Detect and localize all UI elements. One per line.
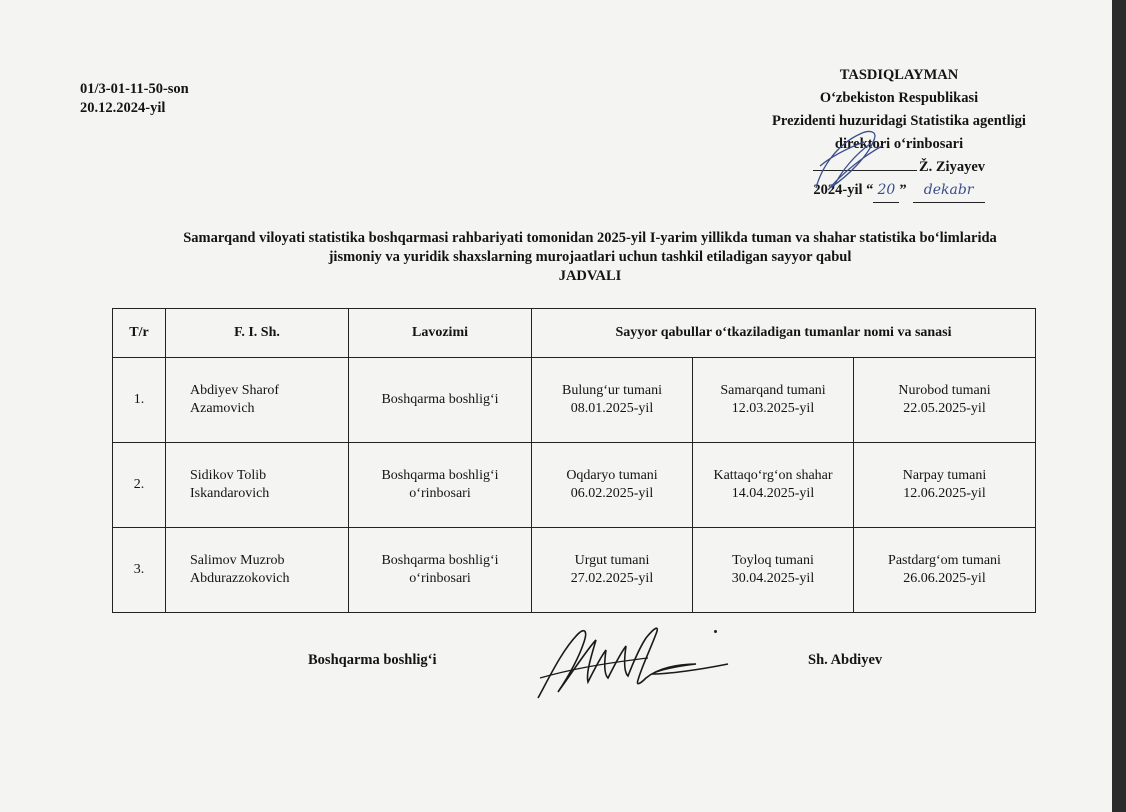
visit-date: 06.02.2025-yil: [570, 486, 654, 501]
page-edge-shadow: [1112, 0, 1126, 812]
title-line-3: JADVALI: [558, 268, 622, 284]
approval-line-1: O‘zbekiston Respublikasi: [819, 90, 979, 106]
approval-day-handwritten: 20: [873, 179, 899, 203]
visit-cell: [532, 443, 693, 528]
table-row: [113, 443, 1036, 528]
visit-place: Pastdarg‘om tumani: [888, 553, 1001, 568]
row-full-name: [166, 358, 349, 443]
header-full-name: F. I. Sh.: [166, 309, 349, 358]
head-signature-icon: [528, 620, 738, 710]
approval-quote-close: ”: [899, 182, 907, 198]
name-second-line: Iskandarovich: [190, 486, 270, 501]
visit-date: 26.06.2025-yil: [903, 571, 986, 586]
position-line-2: o‘rinbosari: [409, 486, 471, 501]
visit-date: 27.02.2025-yil: [570, 571, 654, 586]
name-first-line: Abdiyev Sharof: [190, 383, 280, 398]
visit-cell: [532, 358, 693, 443]
approval-month-handwritten: dekabr: [913, 179, 985, 203]
position-line-2: o‘rinbosari: [409, 571, 471, 586]
visit-cell: [693, 528, 854, 613]
name-first-line: Salimov Muzrob: [190, 553, 285, 568]
visit-date: 12.06.2025-yil: [903, 486, 986, 501]
visit-place: Toyloq tumani: [732, 553, 814, 568]
reception-schedule-table: [112, 308, 1036, 613]
visit-place: Kattaqo‘rg‘on shahar: [713, 468, 833, 483]
footer-name: Sh. Abdiyev: [808, 652, 883, 668]
approval-signature-icon: [808, 126, 888, 198]
approval-year: 2024-yil “: [813, 182, 874, 198]
document-title: [100, 229, 1080, 286]
name-second-line: Azamovich: [190, 401, 255, 416]
name-first-line: Sidikov Tolib: [190, 468, 267, 483]
row-full-name: [166, 443, 349, 528]
approval-line-3: direktori o‘rinbosari: [834, 136, 964, 152]
approval-line-2: Prezidenti huzuridagi Statistika agentligi: [772, 113, 1026, 129]
visit-date: 30.04.2025-yil: [731, 571, 815, 586]
position-line-1: Boshqarma boshlig‘i: [381, 392, 499, 407]
visit-cell: [693, 358, 854, 443]
row-position: [349, 443, 532, 528]
visit-cell: [854, 358, 1036, 443]
visit-date: 08.01.2025-yil: [570, 401, 654, 416]
position-line-1: Boshqarma boshlig‘i: [381, 468, 499, 483]
visit-place: Bulung‘ur tumani: [562, 383, 662, 398]
table-header-row: [113, 309, 1036, 358]
row-number: 2.: [113, 443, 166, 528]
visit-date: 12.03.2025-yil: [731, 401, 815, 416]
reference-date: 20.12.2024-yil: [80, 100, 166, 116]
visit-date: 22.05.2025-yil: [903, 401, 986, 416]
row-number: 1.: [113, 358, 166, 443]
visit-cell: [854, 528, 1036, 613]
title-line-2: jismoniy va yuridik shaxslarning murojaatlari uchun tashkil etiladigan sayyor qabul: [328, 249, 852, 265]
visit-place: Samarqand tumani: [720, 383, 826, 398]
visit-place: Nurobod tumani: [898, 383, 991, 398]
footer-position: Boshqarma boshlig‘i: [308, 652, 437, 668]
visit-cell: [693, 443, 854, 528]
title-line-1: Samarqand viloyati statistika boshqarmasi rahbariyati tomonidan 2025-yil I-yarim yillikda tuman va shahar statistika bo‘limlarida: [183, 230, 997, 246]
approval-signer: Ž. Ziyayev: [918, 159, 986, 175]
row-full-name: [166, 528, 349, 613]
name-second-line: Abdurazzokovich: [190, 571, 290, 586]
header-number: T/r: [113, 309, 166, 358]
approval-date-row: [740, 179, 1058, 203]
visit-place: Urgut tumani: [574, 553, 650, 568]
row-position: [349, 528, 532, 613]
visit-place: Oqdaryo tumani: [566, 468, 658, 483]
table-row: [113, 358, 1036, 443]
approval-signature-row: [740, 156, 1058, 179]
approval-heading: TASDIQLAYMAN: [839, 67, 959, 83]
visit-date: 14.04.2025-yil: [731, 486, 815, 501]
row-number: 3.: [113, 528, 166, 613]
document-reference: [80, 80, 189, 118]
ink-dot: [714, 630, 717, 633]
reference-number: 01/3-01-11-50-son: [80, 81, 189, 97]
row-position: [349, 358, 532, 443]
header-position: Lavozimi: [349, 309, 532, 358]
position-line-1: Boshqarma boshlig‘i: [381, 553, 499, 568]
visit-cell: [854, 443, 1036, 528]
approval-block: [740, 64, 1058, 203]
table-row: [113, 528, 1036, 613]
visit-cell: [532, 528, 693, 613]
visit-place: Narpay tumani: [902, 468, 987, 483]
header-visits: Sayyor qabullar o‘tkaziladigan tumanlar nomi va sanasi: [532, 309, 1036, 358]
